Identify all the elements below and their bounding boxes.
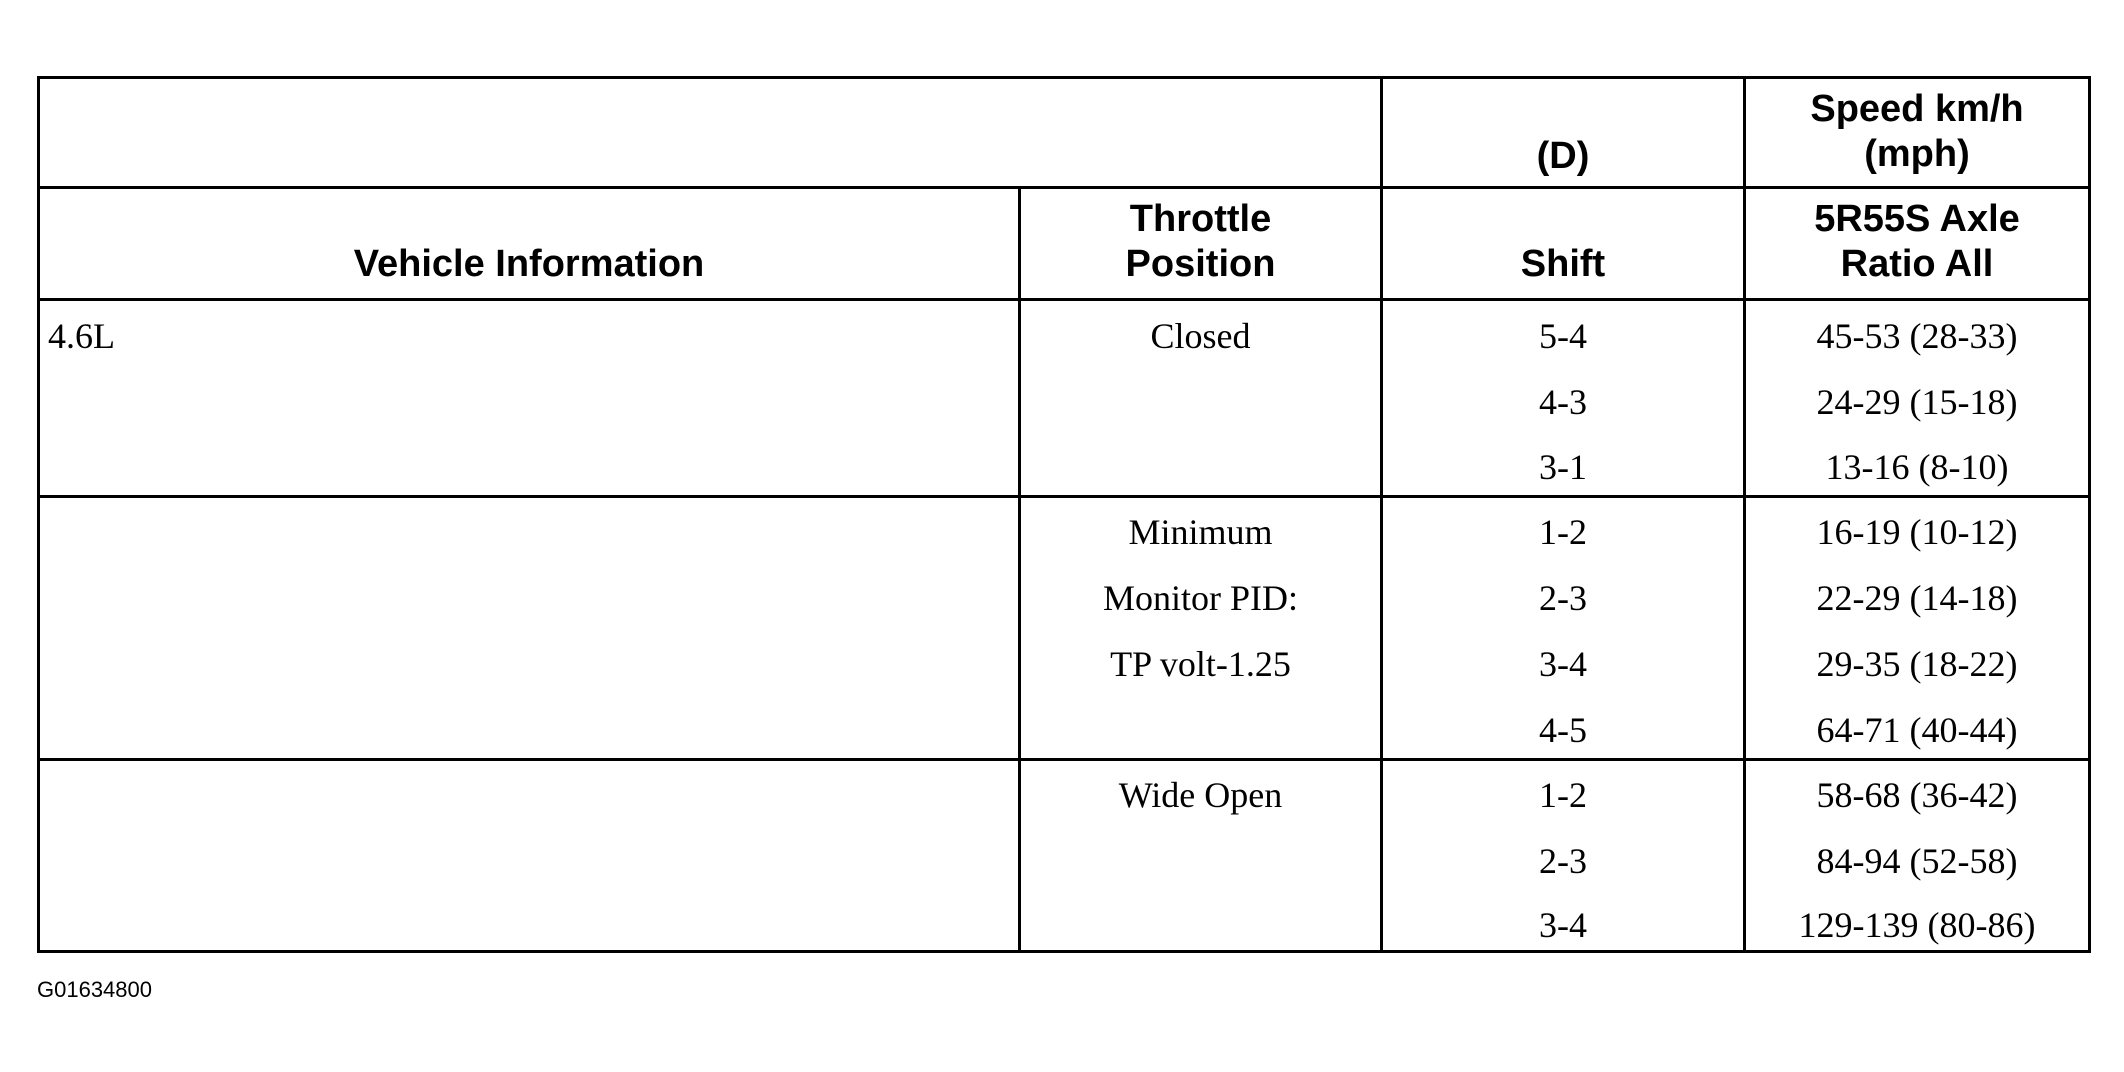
speed-cell: 64-71 (40-44) (1816, 710, 2018, 750)
speed-cell: 29-35 (18-22) (1816, 644, 2018, 684)
speed-cell: 58-68 (36-42) (1816, 775, 2018, 815)
shift-cell: 1-2 (1539, 512, 1587, 552)
header-shift (1383, 242, 1743, 287)
group-divider-2 (40, 758, 2088, 761)
group-divider-1 (40, 495, 2088, 498)
header-throttle-line1: Throttle (1129, 198, 1272, 240)
header-throttle-position (1021, 197, 1380, 287)
speed-cell: 24-29 (15-18) (1816, 382, 2018, 422)
shift-cell: 4-5 (1539, 710, 1587, 750)
throttle-cell: Minimum (1128, 512, 1273, 552)
header-d-label: (D) (1536, 135, 1590, 177)
shift-cell: 1-2 (1539, 775, 1587, 815)
speed-cell: 129-139 (80-86) (1798, 905, 2036, 945)
speed-cell: 84-94 (52-58) (1816, 841, 2018, 881)
throttle-cell: Wide Open (1118, 775, 1283, 815)
speed-cell: 13-16 (8-10) (1825, 447, 2009, 487)
throttle-cell: Monitor PID: (1102, 578, 1298, 618)
shift-cell: 2-3 (1539, 578, 1587, 618)
header-ratio-line1: 5R55S Axle (1814, 198, 2020, 240)
header-vehicle-label: Vehicle Information (353, 243, 705, 285)
shift-cell: 3-4 (1539, 644, 1587, 684)
header-vehicle-information (40, 242, 1018, 287)
header-speed-line1: Speed km/h (1810, 88, 2024, 130)
throttle-cell: Closed (1150, 316, 1251, 356)
shift-speed-table (37, 76, 2091, 953)
figure-id-caption: G01634800 (37, 977, 152, 1002)
header-bottom-rule (40, 298, 2088, 301)
header-throttle-line2: Position (1125, 243, 1276, 285)
throttle-cell: TP volt-1.25 (1110, 644, 1291, 684)
shift-cell: 3-4 (1539, 905, 1587, 945)
header-speed-line2: (mph) (1864, 133, 1970, 175)
shift-cell: 5-4 (1539, 316, 1587, 356)
shift-cell: 3-1 (1539, 447, 1587, 487)
header-d (1383, 134, 1743, 179)
speed-cell: 16-19 (10-12) (1816, 512, 2018, 552)
vehicle-cell: 4.6L (48, 316, 115, 356)
speed-cell: 45-53 (28-33) (1816, 316, 2018, 356)
shift-cell: 4-3 (1539, 382, 1587, 422)
speed-cell: 22-29 (14-18) (1816, 578, 2018, 618)
header-ratio-line2: Ratio All (1840, 243, 1994, 285)
header-axle-ratio (1746, 197, 2088, 287)
header-shift-label: Shift (1520, 243, 1606, 285)
header-speed (1746, 87, 2088, 177)
shift-cell: 2-3 (1539, 841, 1587, 881)
col-divider-throttle (1018, 186, 1021, 951)
header-divider (40, 186, 2088, 189)
